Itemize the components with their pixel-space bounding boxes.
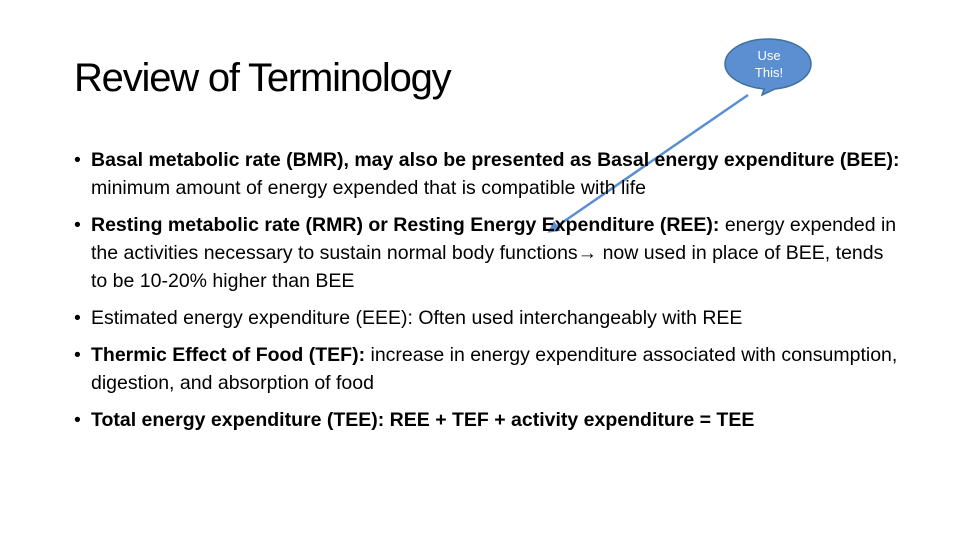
rmr-term: Resting metabolic rate (RMR) or Resting Energy Expenditure (REE):	[91, 214, 720, 236]
list-item-tee	[74, 406, 904, 434]
bmr-term: Basal metabolic rate (BMR), may also be presented as Basal energy expenditure (BEE):	[91, 149, 900, 171]
bmr-definition: minimum amount of energy expended that is compatible with life	[91, 177, 646, 199]
rmr-definition: energy expended in the activities necessary to sustain normal body functions	[91, 214, 897, 264]
slide-title: Review of Terminology	[74, 56, 451, 100]
callout-line-1: Use	[757, 48, 781, 63]
callout-line-2: This!	[754, 65, 784, 80]
rmr-note: now used in place of BEE, tends to be 10-20% higher than BEE	[91, 242, 884, 292]
tef-definition: increase in energy expenditure associated with consumption, digestion, and absorption of food	[91, 344, 898, 394]
tef-term: Thermic Effect of Food (TEF):	[91, 344, 366, 366]
right-arrow-icon: →	[577, 242, 598, 264]
list-item-eee	[74, 304, 904, 332]
list-item-rmr	[74, 211, 904, 295]
eee-definition: Estimated energy expenditure (EEE): Often used interchangeably with REE	[91, 307, 743, 329]
terminology-list	[74, 146, 904, 443]
tee-formula: Total energy expenditure (TEE): REE + TEF + activity expenditure = TEE	[91, 409, 755, 431]
list-item-bmr	[74, 146, 904, 202]
list-item-tef	[74, 341, 904, 397]
